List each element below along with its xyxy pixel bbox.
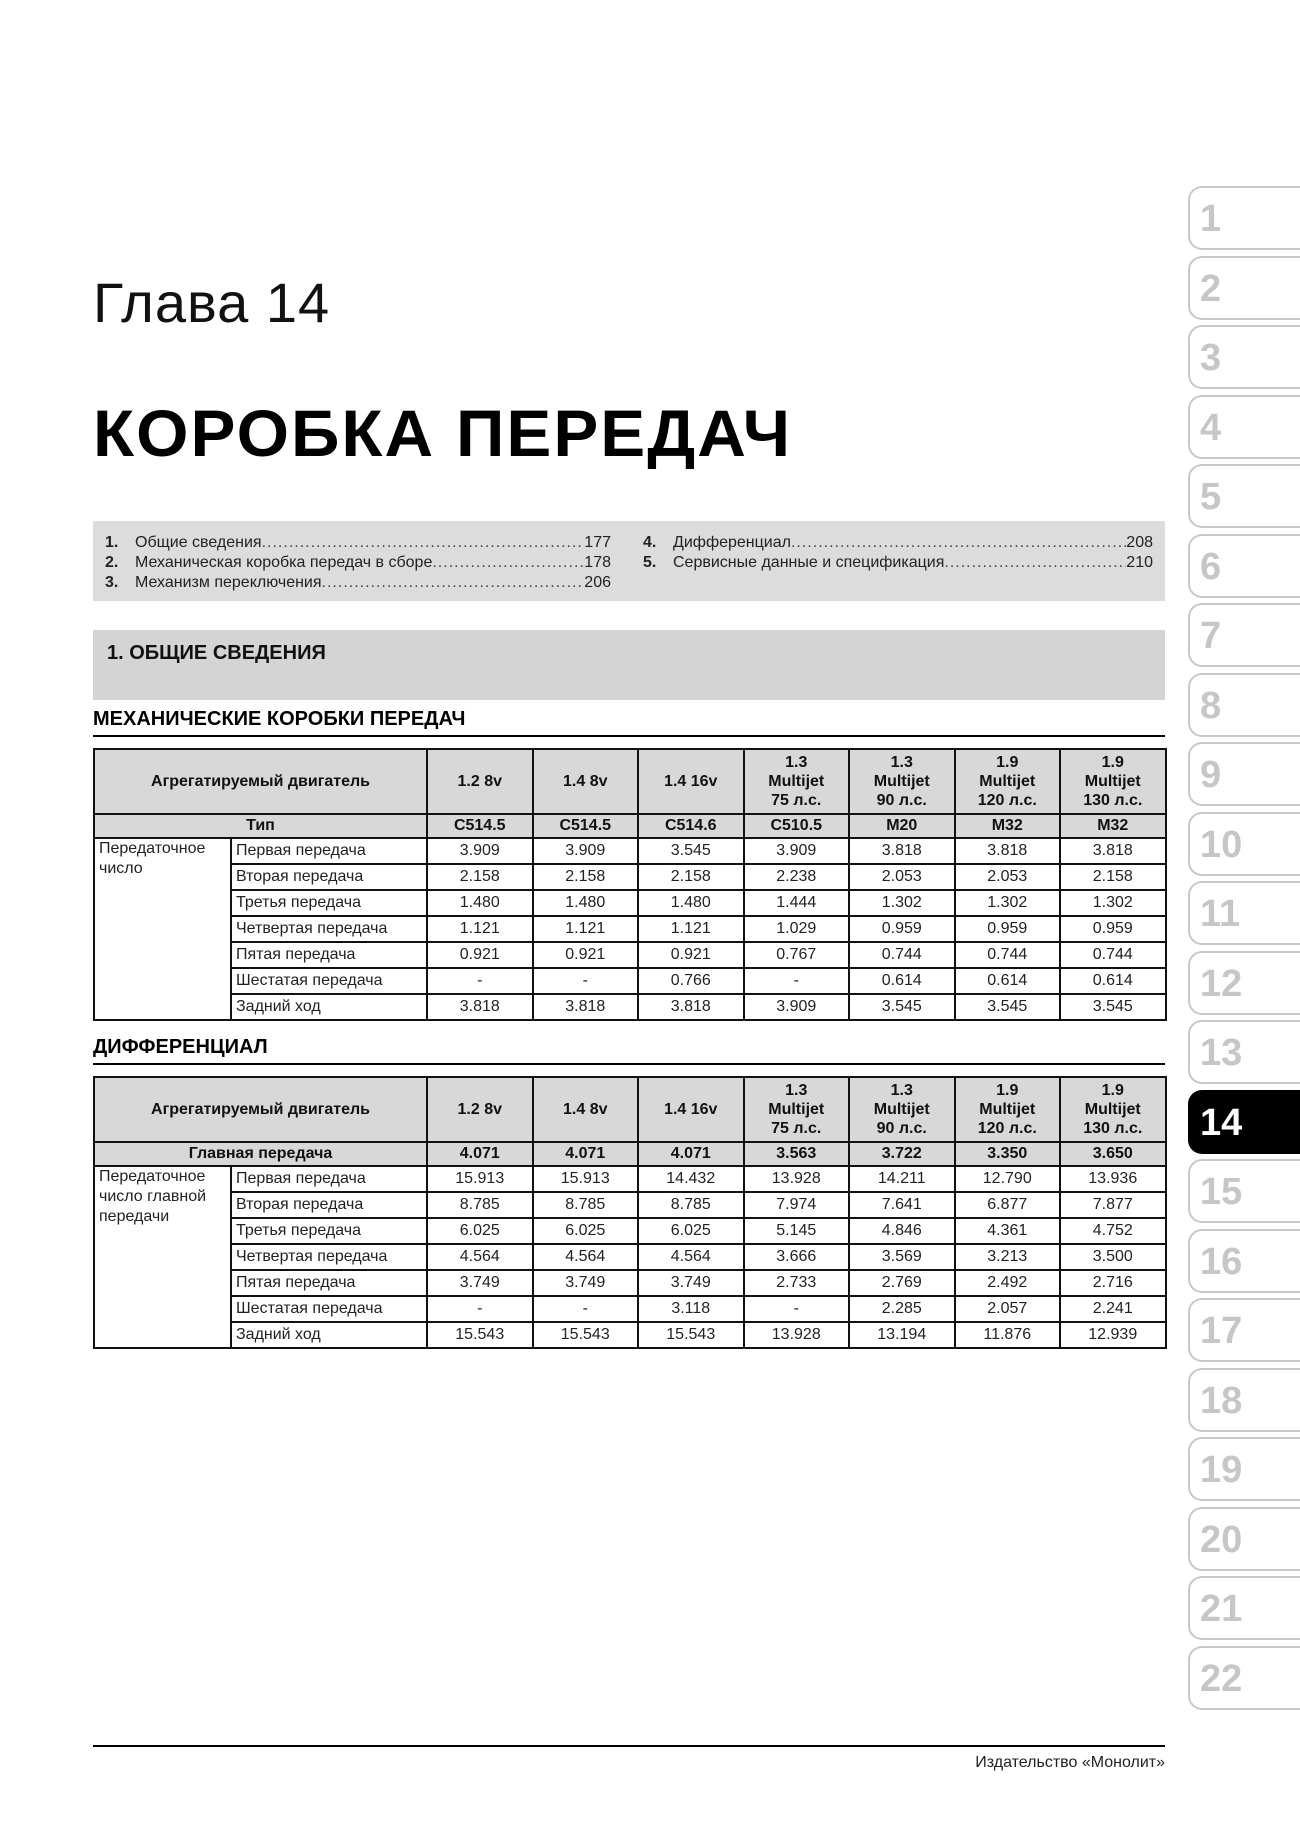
type-value: M32 [1060,814,1166,838]
ratio-value: 6.877 [955,1192,1061,1218]
gear-name: Третья передача [231,890,427,916]
engine-column-header [955,749,1061,814]
section-title: 1. ОБЩИЕ СВЕДЕНИЯ [107,642,326,664]
engine-header-line: 90 л.с. [876,792,927,809]
ratio-value: 6.025 [427,1218,533,1244]
ratio-value: - [533,1296,639,1322]
engine-column-header [1060,1077,1166,1142]
table-row [94,1270,1166,1296]
ratio-value: 2.241 [1060,1296,1166,1322]
engine-header-line: 1.9 [1101,1082,1124,1099]
ratio-value: 1.121 [533,916,639,942]
chapter-tab-14[interactable] [1188,1090,1300,1154]
engine-header-line: 1.3 [785,754,808,771]
ratio-value: 0.921 [427,942,533,968]
ratio-value: 0.614 [1060,968,1166,994]
ratio-value: 3.749 [638,1270,744,1296]
toc-item-number: 5. [643,554,657,571]
ratio-value: 4.564 [638,1244,744,1270]
type-value: C514.6 [638,814,744,838]
toc-item-title: Дифференциал [673,534,791,551]
ratio-value: 0.744 [849,942,955,968]
engine-header-line: 1.3 [890,754,913,771]
type-value: 3.722 [849,1142,955,1166]
ratio-value: 3.909 [744,838,850,864]
toc-item[interactable] [643,553,1153,573]
ratio-value: 0.614 [849,968,955,994]
toc-item-number: 3. [105,574,119,591]
ratio-value: - [533,968,639,994]
chapter-tab-number: 16 [1200,1240,1243,1283]
toc-leader-dots [432,553,584,573]
ratio-value: 3.818 [533,994,639,1020]
chapter-tab-number: 9 [1200,754,1222,796]
ratio-value: 3.569 [849,1244,955,1270]
engine-header-line: Multijet [873,1101,930,1118]
gear-name: Вторая передача [231,1192,427,1218]
ratio-value: 3.749 [533,1270,639,1296]
engine-header-line: 1.2 8v [457,773,502,790]
table-row [94,1192,1166,1218]
ratio-value: 1.480 [638,890,744,916]
engine-header-line: 1.9 [996,1082,1019,1099]
chapter-label: Глава 14 [93,271,331,334]
section-header [93,630,1165,700]
ratio-value: 6.025 [638,1218,744,1244]
table-row [94,968,1166,994]
chapter-tab-16[interactable] [1188,1229,1300,1293]
ratio-value: 15.543 [427,1322,533,1348]
ratio-value: 3.545 [1060,994,1166,1020]
gear-name: Четвертая передача [231,916,427,942]
toc-leader-dots [944,553,1126,573]
toc-item-title: Общие сведения [135,534,262,551]
toc-item[interactable] [643,533,1153,553]
ratio-value: 12.939 [1060,1322,1166,1348]
chapter-tab-18[interactable] [1188,1368,1300,1432]
engine-header-label: Агрегатируемый двигатель [94,1077,427,1142]
ratio-value: 0.959 [1060,916,1166,942]
engine-header-line: 1.9 [996,754,1019,771]
chapter-tab-number: 18 [1200,1379,1243,1422]
ratio-value: 3.666 [744,1244,850,1270]
chapter-tab-7[interactable] [1188,603,1300,667]
toc-item-page: 178 [584,554,611,571]
engine-header-line: 1.2 8v [457,1101,502,1118]
engine-header-line: 90 л.с. [876,1120,927,1137]
ratio-value: 12.790 [955,1166,1061,1192]
ratio-value: 3.818 [849,838,955,864]
engine-header-line: 1.4 8v [563,1101,608,1118]
ratio-value: 2.158 [427,864,533,890]
engine-column-header [849,1077,955,1142]
chapter-tab-3[interactable] [1188,325,1300,389]
engine-header-line: Multijet [768,773,825,790]
ratio-value: 8.785 [427,1192,533,1218]
ratio-value: 7.877 [1060,1192,1166,1218]
chapter-tab-number: 15 [1200,1171,1243,1213]
type-value: C510.5 [744,814,850,838]
ratio-value: 3.909 [533,838,639,864]
ratio-value: 0.921 [638,942,744,968]
engine-header-line: Multijet [1084,1101,1141,1118]
chapter-tab-20[interactable] [1188,1507,1300,1571]
engine-header-line: 1.3 [785,1082,808,1099]
chapter-tab-number: 21 [1200,1588,1243,1630]
engine-header-line: 1.4 8v [563,773,608,790]
table-row [94,864,1166,890]
ratio-value: 2.158 [638,864,744,890]
gear-name: Задний ход [231,994,427,1020]
toc-item-number: 2. [105,554,119,571]
engine-column-header [1060,749,1166,814]
differential-ratio-table [93,1076,1167,1349]
type-value: 3.563 [744,1142,850,1166]
chapter-tab-number: 4 [1200,406,1222,449]
ratio-value: 3.545 [849,994,955,1020]
toc-leader-dots [322,573,585,593]
ratio-value: 13.194 [849,1322,955,1348]
ratio-value: 0.766 [638,968,744,994]
ratio-value: 0.744 [1060,942,1166,968]
ratio-value: - [427,968,533,994]
chapter-tab-17[interactable] [1188,1298,1300,1362]
ratio-value: 1.302 [955,890,1061,916]
ratio-value: 15.913 [533,1166,639,1192]
gear-name: Четвертая передача [231,1244,427,1270]
ratio-value: 3.545 [638,838,744,864]
ratio-value: 0.959 [955,916,1061,942]
table-of-contents [93,521,1165,601]
gear-name: Первая передача [231,838,427,864]
engine-header-line: Multijet [979,1101,1036,1118]
gear-name: Первая передача [231,1166,427,1192]
engine-column-header [638,749,744,814]
ratio-value: - [744,968,850,994]
chapter-tab-number: 11 [1200,893,1241,935]
chapter-tab-number: 20 [1200,1518,1243,1561]
type-value: M32 [955,814,1061,838]
engine-header-line: Multijet [768,1101,825,1118]
engine-column-header [533,1077,639,1142]
type-value: C514.5 [533,814,639,838]
toc-item-page: 177 [584,534,611,551]
chapter-tab-number: 19 [1200,1449,1243,1491]
ratio-value: 2.053 [849,864,955,890]
differential-table-heading: ДИФФЕРЕНЦИАЛ [93,1036,1165,1065]
chapter-tab-8[interactable] [1188,673,1300,737]
ratio-value: 3.909 [427,838,533,864]
ratio-value: 5.145 [744,1218,850,1244]
type-value: 4.071 [533,1142,639,1166]
chapter-tab-12[interactable] [1188,951,1300,1015]
toc-item[interactable] [105,553,611,573]
type-value: 4.071 [638,1142,744,1166]
engine-header-line: 120 л.с. [977,1120,1037,1137]
chapter-tab-number: 17 [1200,1310,1243,1352]
table-row [94,942,1166,968]
engine-column-header [427,1077,533,1142]
ratio-value: 0.767 [744,942,850,968]
toc-item[interactable] [105,533,611,553]
chapter-tab-number: 8 [1200,684,1222,727]
toc-item-page: 206 [584,574,611,591]
publisher-name: Издательство «Монолит» [975,1754,1165,1771]
engine-column-header [744,749,850,814]
type-value: M20 [849,814,955,838]
toc-leader-dots [262,533,585,553]
footer-divider [93,1745,1165,1747]
chapter-tab-number: 7 [1200,615,1222,657]
ratio-value: 3.500 [1060,1244,1166,1270]
table-row [94,1322,1166,1348]
ratio-value: 3.213 [955,1244,1061,1270]
chapter-tab-number: 10 [1200,823,1243,866]
ratio-value: 7.974 [744,1192,850,1218]
chapter-tab-6[interactable] [1188,534,1300,598]
ratio-value: 11.876 [955,1322,1061,1348]
engine-header-line: 130 л.с. [1083,792,1143,809]
toc-item-title: Механизм переключения [135,574,322,591]
gear-name: Шестатая передача [231,968,427,994]
chapter-tab-4[interactable] [1188,395,1300,459]
toc-item-title: Механическая коробка передач в сборе [135,554,433,571]
table-row [94,1296,1166,1322]
engine-column-header [533,749,639,814]
ratio-value: 1.444 [744,890,850,916]
gear-name: Третья передача [231,1218,427,1244]
engine-header-line: 130 л.с. [1083,1120,1143,1137]
ratio-value: 2.733 [744,1270,850,1296]
ratio-value: 3.818 [427,994,533,1020]
ratio-value: 0.921 [533,942,639,968]
chapter-tab-19[interactable] [1188,1437,1300,1501]
ratio-value: - [744,1296,850,1322]
engine-header-line: 75 л.с. [771,792,822,809]
toc-left-column [105,533,611,593]
ratio-group-label: Передаточное число [94,838,231,1020]
ratio-value: 2.158 [533,864,639,890]
ratio-value: 1.029 [744,916,850,942]
ratio-value: 8.785 [533,1192,639,1218]
toc-leader-dots [791,533,1126,553]
ratio-value: 2.285 [849,1296,955,1322]
toc-item[interactable] [105,573,611,593]
gear-name: Пятая передача [231,942,427,968]
ratio-value: 4.846 [849,1218,955,1244]
toc-right-column [643,533,1153,573]
gear-name: Задний ход [231,1322,427,1348]
chapter-tab-number: 6 [1200,545,1222,588]
engine-header-line: Multijet [979,773,1036,790]
type-row-label: Главная передача [94,1142,427,1166]
ratio-value: 2.769 [849,1270,955,1296]
chapter-tab-9[interactable] [1188,742,1300,806]
type-row-label: Тип [94,814,427,838]
table-row [94,838,1166,864]
engine-header-line: Multijet [1084,773,1141,790]
chapter-title: КОРОБКА ПЕРЕДАЧ [93,396,793,470]
ratio-value: 13.936 [1060,1166,1166,1192]
ratio-value: 15.543 [533,1322,639,1348]
engine-header-line: 1.4 16v [664,773,718,790]
ratio-value: 4.564 [427,1244,533,1270]
toc-item-title: Сервисные данные и спецификация [673,554,945,571]
ratio-value: 3.818 [955,838,1061,864]
toc-item-page: 208 [1126,534,1153,551]
ratio-value: 3.118 [638,1296,744,1322]
chapter-tab-number: 12 [1200,962,1243,1005]
engine-header-line: 1.9 [1101,754,1124,771]
ratio-value: 2.492 [955,1270,1061,1296]
table-row [94,890,1166,916]
type-value: 3.650 [1060,1142,1166,1166]
ratio-value: 1.302 [1060,890,1166,916]
ratio-value: 14.211 [849,1166,955,1192]
chapter-tab-11[interactable] [1188,881,1300,945]
ratio-value: 1.302 [849,890,955,916]
gear-name: Пятая передача [231,1270,427,1296]
ratio-value: 6.025 [533,1218,639,1244]
engine-column-header [427,749,533,814]
chapter-tab-5[interactable] [1188,464,1300,528]
ratio-value: 1.480 [533,890,639,916]
ratio-value: 1.480 [427,890,533,916]
ratio-value: 4.361 [955,1218,1061,1244]
gearbox-table-heading: МЕХАНИЧЕСКИЕ КОРОБКИ ПЕРЕДАЧ [93,708,1165,737]
ratio-value: 0.744 [955,942,1061,968]
ratio-value: 3.749 [427,1270,533,1296]
ratio-value: 3.818 [638,994,744,1020]
chapter-tab-number: 2 [1200,267,1222,310]
chapter-tab-number: 13 [1200,1032,1243,1074]
toc-item-page: 210 [1126,554,1153,571]
table-row [94,916,1166,942]
chapter-tab-number: 14 [1200,1101,1243,1144]
ratio-value: 13.928 [744,1322,850,1348]
engine-header-line: 1.4 16v [664,1101,718,1118]
ratio-value: 2.716 [1060,1270,1166,1296]
type-value: C514.5 [427,814,533,838]
engine-header-line: 75 л.с. [771,1120,822,1137]
toc-item-number: 1. [105,534,119,551]
engine-header-line: 120 л.с. [977,792,1037,809]
engine-column-header [955,1077,1061,1142]
engine-header-line: 1.3 [890,1082,913,1099]
chapter-tab-number: 1 [1200,198,1222,240]
table-row [94,994,1166,1020]
ratio-value: 15.543 [638,1322,744,1348]
chapter-tab-number: 3 [1200,337,1222,379]
ratio-value: 1.121 [638,916,744,942]
toc-item-number: 4. [643,534,657,551]
ratio-value: 3.909 [744,994,850,1020]
ratio-value: 0.614 [955,968,1061,994]
chapter-tab-number: 22 [1200,1657,1243,1700]
ratio-value: 14.432 [638,1166,744,1192]
chapter-tab-1[interactable] [1188,186,1300,250]
ratio-value: 1.121 [427,916,533,942]
table-row [94,1218,1166,1244]
engine-column-header [744,1077,850,1142]
type-value: 4.071 [427,1142,533,1166]
engine-header-line: Multijet [873,773,930,790]
ratio-value: 4.564 [533,1244,639,1270]
engine-header-label: Агрегатируемый двигатель [94,749,427,814]
ratio-value: 15.913 [427,1166,533,1192]
ratio-value: 0.959 [849,916,955,942]
ratio-value: 7.641 [849,1192,955,1218]
ratio-value: 8.785 [638,1192,744,1218]
ratio-value: 2.238 [744,864,850,890]
ratio-value: 13.928 [744,1166,850,1192]
gear-name: Вторая передача [231,864,427,890]
ratio-value: 3.818 [1060,838,1166,864]
engine-column-header [638,1077,744,1142]
chapter-tab-15[interactable] [1188,1159,1300,1223]
chapter-tab-number: 5 [1200,476,1222,518]
chapter-tab-13[interactable] [1188,1020,1300,1084]
table-row [94,1166,1166,1192]
ratio-value: - [427,1296,533,1322]
chapter-tab-22[interactable] [1188,1646,1300,1710]
ratio-value: 2.053 [955,864,1061,890]
engine-column-header [849,749,955,814]
gear-name: Шестатая передача [231,1296,427,1322]
ratio-value: 3.545 [955,994,1061,1020]
ratio-value: 4.752 [1060,1218,1166,1244]
chapter-tab-10[interactable] [1188,812,1300,876]
table-row [94,1244,1166,1270]
ratio-value: 2.158 [1060,864,1166,890]
ratio-group-label: Передаточное число главной передачи [94,1166,231,1348]
gearbox-ratio-table [93,748,1167,1021]
ratio-value: 2.057 [955,1296,1061,1322]
chapter-tab-2[interactable] [1188,256,1300,320]
type-value: 3.350 [955,1142,1061,1166]
chapter-tab-21[interactable] [1188,1576,1300,1640]
